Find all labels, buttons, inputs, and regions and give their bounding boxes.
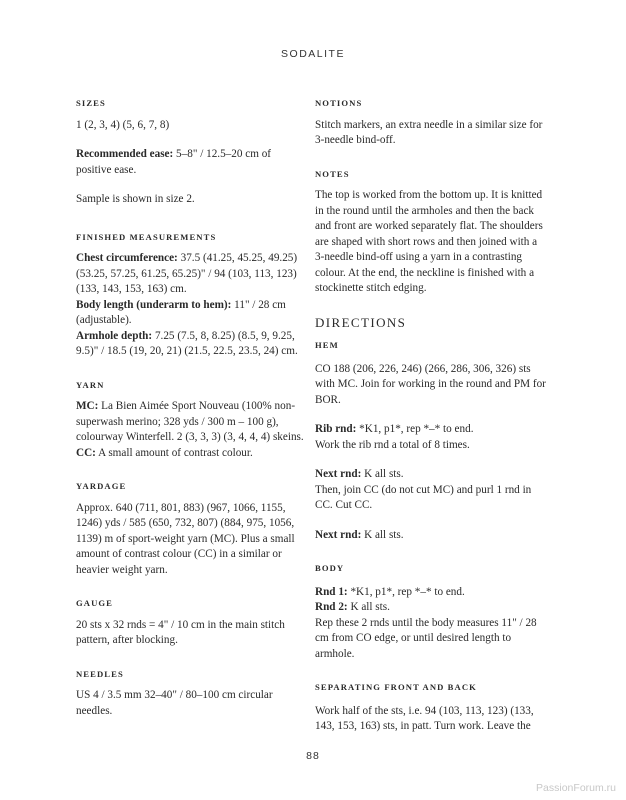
body-heading: BODY [315,563,345,573]
ease-paragraph [76,147,308,178]
sizes-heading: SIZES [76,98,106,108]
rib-rnd-label: Rib rnd: [315,423,357,435]
separating-text: Work half of the sts, i.e. 94 (103, 113, 123) (133, 143, 153, 163) sts, in patt. Turn work. Leave the [315,704,534,732]
needles-text: US 4 / 3.5 mm 32–40" / 80–100 cm circular needles. [76,689,273,717]
watermark: PassionForum.ru [536,782,616,794]
gauge-text: 20 sts x 32 rnds = 4" / 10 cm in the main stitch pattern, after blocking. [76,618,285,646]
notions-heading: NOTIONS [315,98,363,108]
chest-paragraph [76,251,308,298]
running-header: SODALITE [281,48,345,60]
armhole-paragraph [76,329,308,360]
chest-label: Chest circumference: [76,252,178,264]
hem-heading: HEM [315,340,339,350]
hem-text: CO 188 (206, 226, 246) (266, 286, 306, 326) sts with MC. Join for working in the round and PM for BOR. [315,362,546,406]
notes-heading: NOTES [315,168,350,179]
body-length-text: 11" / 28 cm (adjustable). [76,298,286,326]
cc-label: CC: [76,446,96,459]
next-rnd-1-paragraph [315,467,547,483]
ease-text: 5–8" / 12.5–20 cm of positive ease. [76,148,272,176]
next-rnd-2-text: K all sts. [361,528,404,541]
notes-text: The top is worked from the bottom up. It is knitted in the round until the armholes and then the back and front are worked separately flat. The shoulders are shaped with short rows and then joined with a 3-needle bind-off using a yarn in a contrasting colour. At the end, the neckline is finished with a stockinette stitch edging. [315,189,543,294]
chest-text: 37.5 (41.25, 45.25, 49.25) (53.25, 57.25, 61.25, 65.25)" / 94 (103, 113, 123) (133, 143, 153, 163) cm. [76,252,298,295]
mc-paragraph [76,399,308,446]
rnd-1-paragraph [315,585,547,601]
repeat-text: Rep these 2 rnds until the body measures 11" / 28 cm from CO edge, or until desired length to armhole. [315,616,537,660]
next-rnd-2-label: Next rnd: [315,528,362,541]
cc-text: A small amount of contrast colour. [95,446,253,459]
body-length-paragraph [76,298,308,329]
armhole-label: Armhole depth: [76,329,153,342]
rnd-2-label: Rnd 2: [315,601,348,613]
armhole-text: 7.25 (7.5, 8, 8.25) (8.5, 9, 9.25, 9.5)" / 18.5 (19, 20, 21) (21.5, 22.5, 23.5, 24) cm. [76,329,298,357]
rnd-1-label: Rnd 1: [315,585,348,598]
gauge-heading: GAUGE [76,598,114,608]
needles-heading: NEEDLES [76,668,124,679]
mc-label: MC: [76,400,99,412]
sample-text: Sample is shown in size 2. [76,193,195,205]
finished-measurements-heading: FINISHED MEASUREMENTS [76,231,217,242]
yarn-heading: YARN [76,379,105,390]
yardage-heading: YARDAGE [76,481,127,491]
next-rnd-1-label: Next rnd: [315,468,362,480]
rib-rnd-text: *K1, p1*, rep *–* to end. [356,423,474,435]
right-column [315,96,547,735]
body-length-label: Body length (underarm to hem): [76,298,232,311]
cc-paragraph [76,446,308,462]
directions-heading: DIRECTIONS [315,314,407,330]
rnd-2-paragraph [315,600,547,616]
separating-heading: SEPARATING FRONT AND BACK [315,682,477,692]
rib-rnd-repeat: Work the rib rnd a total of 8 times. [315,438,470,451]
join-cc-text: Then, join CC (do not cut MC) and purl 1 rnd in CC. Cut CC. [315,483,532,511]
rnd-2-text: K all sts. [347,601,390,613]
ease-label: Recommended ease: [76,148,174,160]
mc-text: La Bien Aimée Sport Nouveau (100% non-superwash merino; 328 yds / 300 m – 100 g), colourway Winterfell. 2 (3, 3, 3) (3, 4, 4, 4) skeins. [76,400,304,443]
rnd-1-text: *K1, p1*, rep *–* to end. [347,585,465,598]
yardage-text: Approx. 640 (711, 801, 883) (967, 1066, 1155, 1246) yds / 585 (650, 732, 807) (884, 975, 1056, 1139) m of sport-weight yarn (MC). Plus a small amount of contrast colour (CC) in a similar or heavier weight yarn. [76,501,295,576]
rib-rnd-paragraph [315,422,547,438]
notions-text: Stitch markers, an extra needle in a similar size for 3-needle bind-off. [315,118,543,146]
next-rnd-1-text: K all sts. [361,468,404,480]
next-rnd-2-paragraph [315,528,547,544]
page-number: 88 [306,750,320,762]
sizes-text: 1 (2, 3, 4) (5, 6, 7, 8) [76,118,170,131]
left-column [76,96,308,719]
